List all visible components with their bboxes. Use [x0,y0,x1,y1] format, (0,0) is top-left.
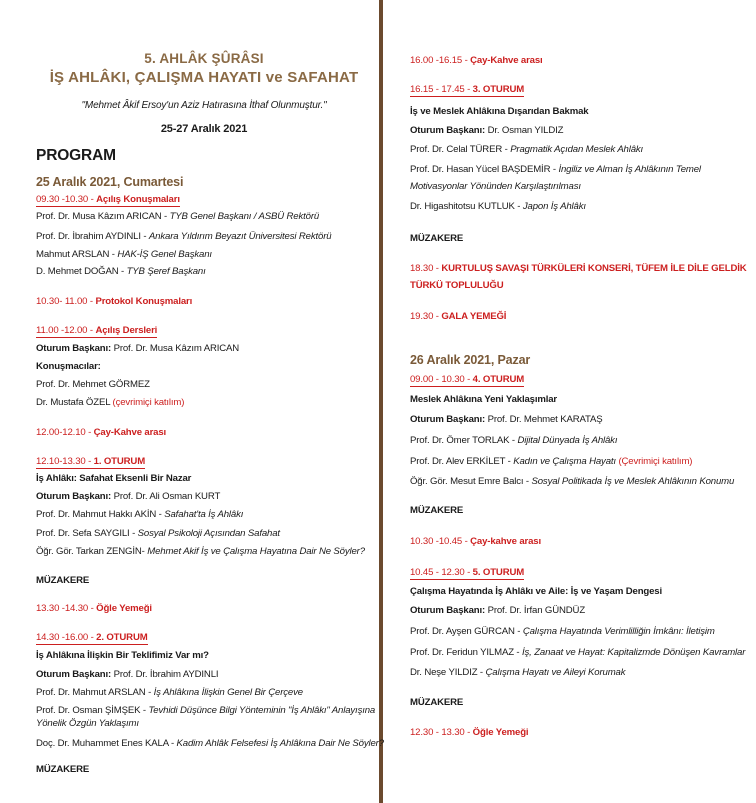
lunch-break-2: 12.30 - 13.30 - Öğle Yemeği [410,727,529,738]
discussion-label: MÜZAKERE [410,233,464,244]
event-subtitle: İŞ AHLÂKI, ÇALIŞMA HAYATI ve SAFAHAT [49,69,359,86]
talk-row: Dr. Higashitotsu KUTLUK - Japon İş Ahlâkı [410,201,586,212]
column-divider [379,0,383,803]
session-2-header: 14.30 -16.00 - 2. OTURUM [36,632,148,643]
talk-row: Dr. Neşe YILDIZ - Çalışma Hayatı ve Aileyi Korumak [410,667,626,678]
talk-row: Doç. Dr. Muhammet Enes KALA - Kadim Ahlâk Felsefesi İş Ahlâkına Dair Ne Söyler? [36,738,384,749]
talk-row: Prof. Dr. Feridun YILMAZ - İş, Zanaat ve Hayat: Kapitalizmde Dönüşen Kavramlar [410,647,746,658]
session-chair: Oturum Başkanı: Prof. Dr. Ali Osman KURT [36,491,221,502]
discussion-label: MÜZAKERE [36,575,90,586]
talk-row: Prof. Dr. Celal TÜRER - Pragmatik Açıdan Meslek Ahlâkı [410,144,644,155]
day2-heading: 26 Aralık 2021, Pazar [410,353,531,367]
session-2-topic: İş Ahlâkına İlişkin Bir Teklifimiz Var mı? [36,650,209,661]
talk-row-cont: Yönelik Özgün Yaklaşımı [36,718,139,729]
session-4-header: 09.00 - 10.30 - 4. OTURUM [410,374,525,385]
talk-row: Prof. Dr. Sefa SAYGILI - Sosyal Psikoloji Açısından Safahat [36,528,280,539]
talk-row: Prof. Dr. Ömer TORLAK - Dijital Dünyada İş Ahlâkı [410,435,618,446]
gala-dinner: 19.30 - GALA YEMEĞİ [410,311,507,322]
discussion-label: MÜZAKERE [410,505,464,516]
speaker-row: Dr. Mustafa ÖZEL (çevrimiçi katılım) [36,397,185,408]
session-opening-speeches: 09.30 -10.30 - Açılış Konuşmaları [36,194,180,205]
day1-heading: 25 Aralık 2021, Cumartesi [36,175,184,189]
session-3-header: 16.15 - 17.45 - 3. OTURUM [410,84,525,95]
talk-row: Öğr. Gör. Mesut Emre Balcı - Sosyal Politikada İş ve Meslek Ahlâkının Konumu [410,476,735,487]
talk-row: Prof. Dr. Hasan Yücel BAŞDEMİR - İngiliz ve Alman İş Ahlâkının Temel [410,164,701,175]
session-1-topic: İş Ahlâkı: Safahat Eksenli Bir Nazar [36,473,192,484]
session-3-topic: İş ve Meslek Ahlâkına Dışarıdan Bakmak [410,106,589,117]
session-5-topic: Çalışma Hayatında İş Ahlâkı ve Aile: İş ve Yaşam Dengesi [410,586,663,597]
session-chair: Oturum Başkanı: Prof. Dr. İbrahim AYDINLI [36,669,219,680]
speaker-row: Prof. Dr. Musa Kâzım ARICAN - TYB Genel Başkanı / ASBÜ Rektörü [36,211,320,222]
dedication: "Mehmet Âkif Ersoy'un Aziz Hatırasına İthaf Olunmuştur." [81,100,327,111]
coffee-break-1: 12.00-12.10 - Çay-Kahve arası [36,427,167,438]
event-title: 5. AHLÂK ŞÛRÂSI [144,51,264,66]
speaker-row: D. Mehmet DOĞAN - TYB Şeref Başkanı [36,266,206,277]
concert-event: 18.30 - KURTULUŞ SAVAŞI TÜRKÜLERİ KONSERİ, TÜFEM İLE DİLE GELDİK [410,263,747,274]
talk-row: Öğr. Gör. Tarkan ZENGİN- Mehmet Akif İş ve Çalışma Hayatına Dair Ne Söyler? [36,546,365,557]
program-heading: PROGRAM [36,147,116,164]
talk-row: Prof. Dr. Mahmut Hakkı AKİN - Safahat'ta İş Ahlâkı [36,509,244,520]
talk-row: Prof. Dr. Osman ŞİMŞEK - Tevhidi Düşünce Bilgi Yönteminin "İş Ahlâkı" Anlayışına [36,705,376,716]
session-chair: Oturum Başkanı: Prof. Dr. Mehmet KARATAŞ [410,414,603,425]
coffee-break-3: 10.30 -10.45 - Çay-kahve arası [410,536,541,547]
session-chair: Oturum Başkanı: Dr. Osman YILDIZ [410,125,564,136]
talk-row: Prof. Dr. Alev ERKİLET - Kadın ve Çalışma Hayatı (Çevrimiçi katılım) [410,456,693,467]
discussion-label: MÜZAKERE [410,697,464,708]
session-chair: Oturum Başkanı: Prof. Dr. İrfan GÜNDÜZ [410,605,586,616]
coffee-break-2: 16.00 -16.15 - Çay-Kahve arası [410,55,543,66]
session-5-header: 10.45 - 12.30 - 5. OTURUM [410,567,525,578]
concert-event-cont: TÜRKÜ TOPLULUĞU [410,280,504,291]
session-chair: Oturum Başkanı: Prof. Dr. Musa Kâzım ARICAN [36,343,240,354]
speaker-row: Mahmut ARSLAN - HAK-İŞ Genel Başkanı [36,249,212,260]
discussion-label: MÜZAKERE [36,764,90,775]
lunch-break-1: 13.30 -14.30 - Öğle Yemeği [36,603,152,614]
session-4-topic: Meslek Ahlâkına Yeni Yaklaşımlar [410,394,558,405]
speaker-row: Prof. Dr. İbrahim AYDINLI - Ankara Yıldırım Beyazıt Üniversitesi Rektörü [36,231,332,242]
talk-row: Prof. Dr. Ayşen GÜRCAN - Çalışma Hayatında Verimlilliğin İmkânı: İletişim [410,626,715,637]
session-opening-lectures: 11.00 -12.00 - Açılış Dersleri [36,325,158,336]
speaker-row: Prof. Dr. Mehmet GÖRMEZ [36,379,150,390]
session-1-header: 12.10-13.30 - 1. OTURUM [36,456,146,467]
talk-row-cont: Motivasyonlar Yönünden Karşılaştırılması [410,181,581,192]
speakers-label: Konuşmacılar: [36,361,101,372]
event-dates: 25-27 Aralık 2021 [160,123,248,135]
session-protocol-speeches: 10.30- 11.00 - Protokol Konuşmaları [36,296,193,307]
talk-row: Prof. Dr. Mahmut ARSLAN - İş Ahlâkına İlişkin Genel Bir Çerçeve [36,687,303,698]
